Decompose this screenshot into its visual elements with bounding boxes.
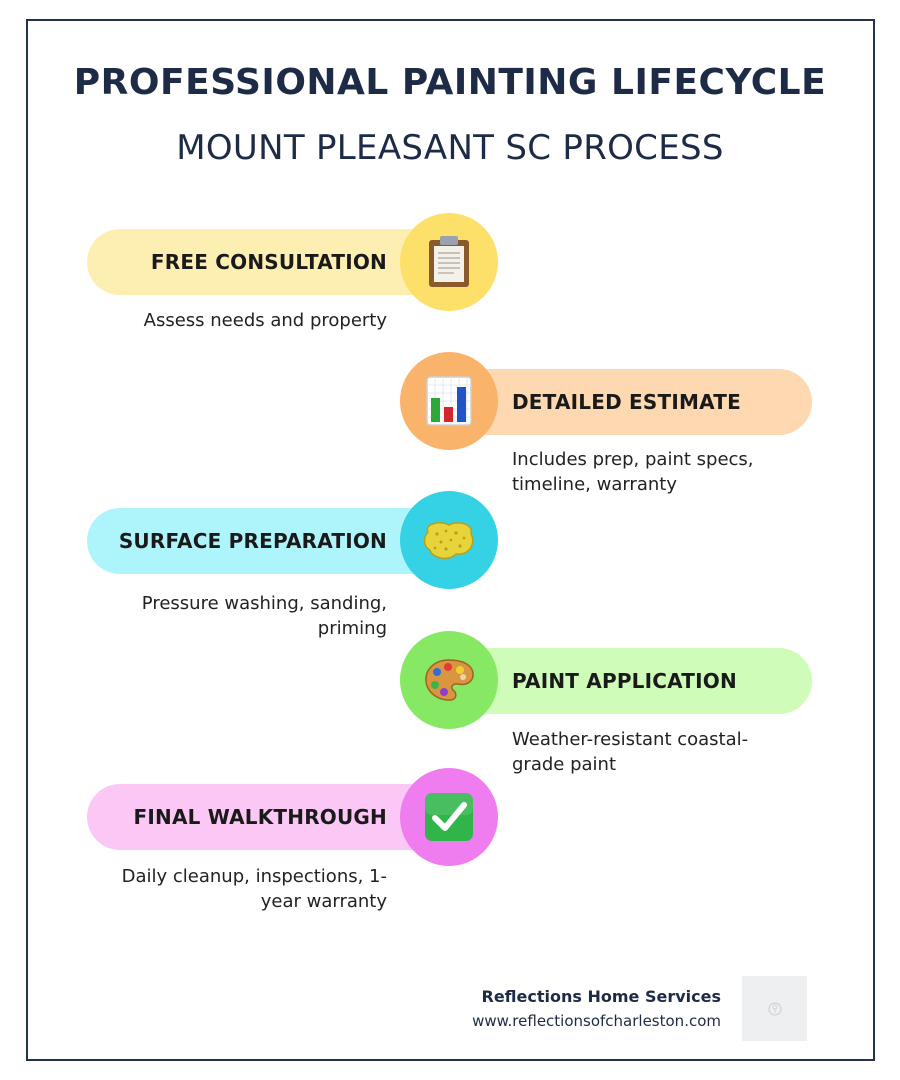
step-2-icon-circle — [400, 352, 498, 450]
step-4-icon-circle — [400, 631, 498, 729]
step-3-icon-circle — [400, 491, 498, 589]
sponge-icon — [422, 518, 476, 562]
check-mark-icon — [424, 792, 474, 842]
step-1-icon-circle — [400, 213, 498, 311]
page-title: PROFESSIONAL PAINTING LIFECYCLE — [73, 62, 827, 103]
palette-icon — [423, 657, 475, 703]
step-5-label: FINAL WALKTHROUGH — [133, 805, 387, 829]
logo-placeholder-icon — [766, 1000, 784, 1018]
step-4-description: Weather-resistant coastal-grade paint — [512, 729, 749, 775]
company-logo — [742, 976, 807, 1041]
footer-company-name: Reflections Home Services — [481, 987, 721, 1006]
step-2-label: DETAILED ESTIMATE — [512, 390, 741, 414]
page-subtitle: MOUNT PLEASANT SC PROCESS — [176, 128, 724, 168]
step-2-pill — [450, 369, 812, 435]
footer-website-url[interactable]: www.reflectionsofcharleston.com — [472, 1012, 721, 1030]
step-4-pill — [450, 648, 812, 714]
step-1-pill — [87, 229, 447, 295]
step-3-pill — [87, 508, 447, 574]
step-3-label: SURFACE PREPARATION — [118, 529, 387, 553]
step-3-description: Pressure washing, sanding, priming — [141, 593, 387, 639]
step-1-label: FREE CONSULTATION — [150, 250, 387, 274]
clipboard-icon — [426, 235, 472, 289]
step-4-label: PAINT APPLICATION — [512, 669, 737, 693]
step-5-icon-circle — [400, 768, 498, 866]
bar-chart-icon — [426, 376, 472, 426]
step-2-description: Includes prep, paint specs, timeline, warranty — [512, 449, 754, 495]
step-5-pill — [87, 784, 447, 850]
step-5-description: Daily cleanup, inspections, 1-year warranty — [121, 866, 387, 912]
step-1-description: Assess needs and property — [143, 310, 387, 331]
